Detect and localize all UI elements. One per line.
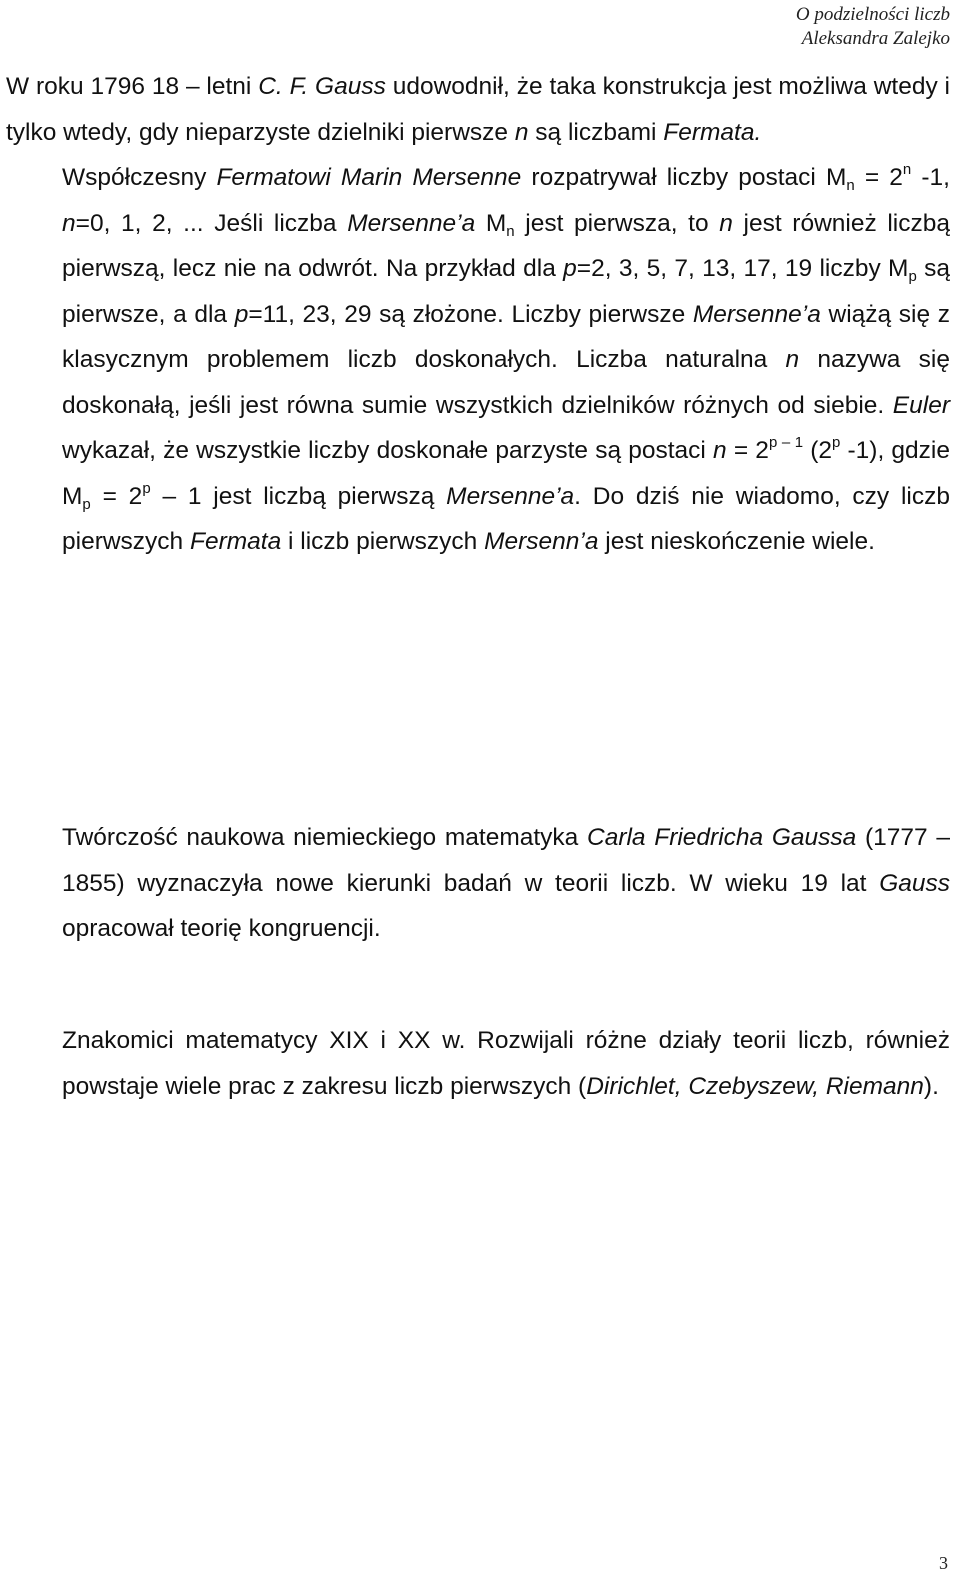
text-block-gauss-work: [6, 815, 950, 952]
header-author: Aleksandra Zalejko: [801, 28, 950, 49]
paragraph-mersenne-numbers: Współczesny Fermatowi Marin Mersenne rozpatrywał liczby postaci $M_n = 2^n$ -1, n=0, 1, 2, ... Jeśli liczba Mersenne’a $M_n$ jest pierwsza, to n jest również liczbą pierwszą, lecz nie na odwrót. Na przykład dla p=2, 3, 5, 7, 13, 17, 19 liczby $M_p$ są pierwsze, a dla p=11, 23, 29 są złożone. Liczby pierwsze Mersenne’a wiążą się z klasycznym problemem liczb doskonałych. Liczba naturalna n nazywa się doskonałą, jeśli jest równa sumie wszystkich dzielników różnych od siebie. Euler wykazał, że wszystkie liczby doskonałe parzyste są postaci $n = 2^{p - 1}$ (2$^p$ -1), gdzie $M_p = 2^p - 1$ jest liczbą pierwszą Mersenne’a. Do dziś nie wiadomo, czy liczb pierwszych Fermata i liczb pierwszych Mersenn’a jest nieskończenie wiele.: [62, 161, 950, 555]
paragraph-mathematicians: Znakomici matematycy XIX i XX w. Rozwijali różne działy teorii liczb, również powstaje wiele prac z zakresu liczb pierwszych (Dirichlet, Czebyszew, Riemann).: [62, 1027, 950, 1100]
header-title: O podzielności liczb: [795, 4, 950, 25]
running-header: [796, 3, 950, 51]
paragraph-gauss-congruence: Twórczość naukowa niemieckiego matematyka Carla Friedricha Gaussa (1777 – 1855) wyznaczyła nowe kierunki badań w teorii liczb. W wieku 19 lat Gauss opracował teorię kongruencji.: [62, 824, 950, 942]
paragraph-gauss-construction: W roku 1796 18 – letni C. F. Gauss udowodnił, że taka konstrukcja jest możliwa wtedy i tylko wtedy, gdy nieparzyste dzielniki pierwsze n są liczbami Fermata.: [6, 73, 950, 146]
page-number: 3: [939, 1553, 948, 1573]
text-block-19-20-century: [6, 1018, 950, 1109]
text-block-gauss-mersenne: [6, 64, 950, 565]
